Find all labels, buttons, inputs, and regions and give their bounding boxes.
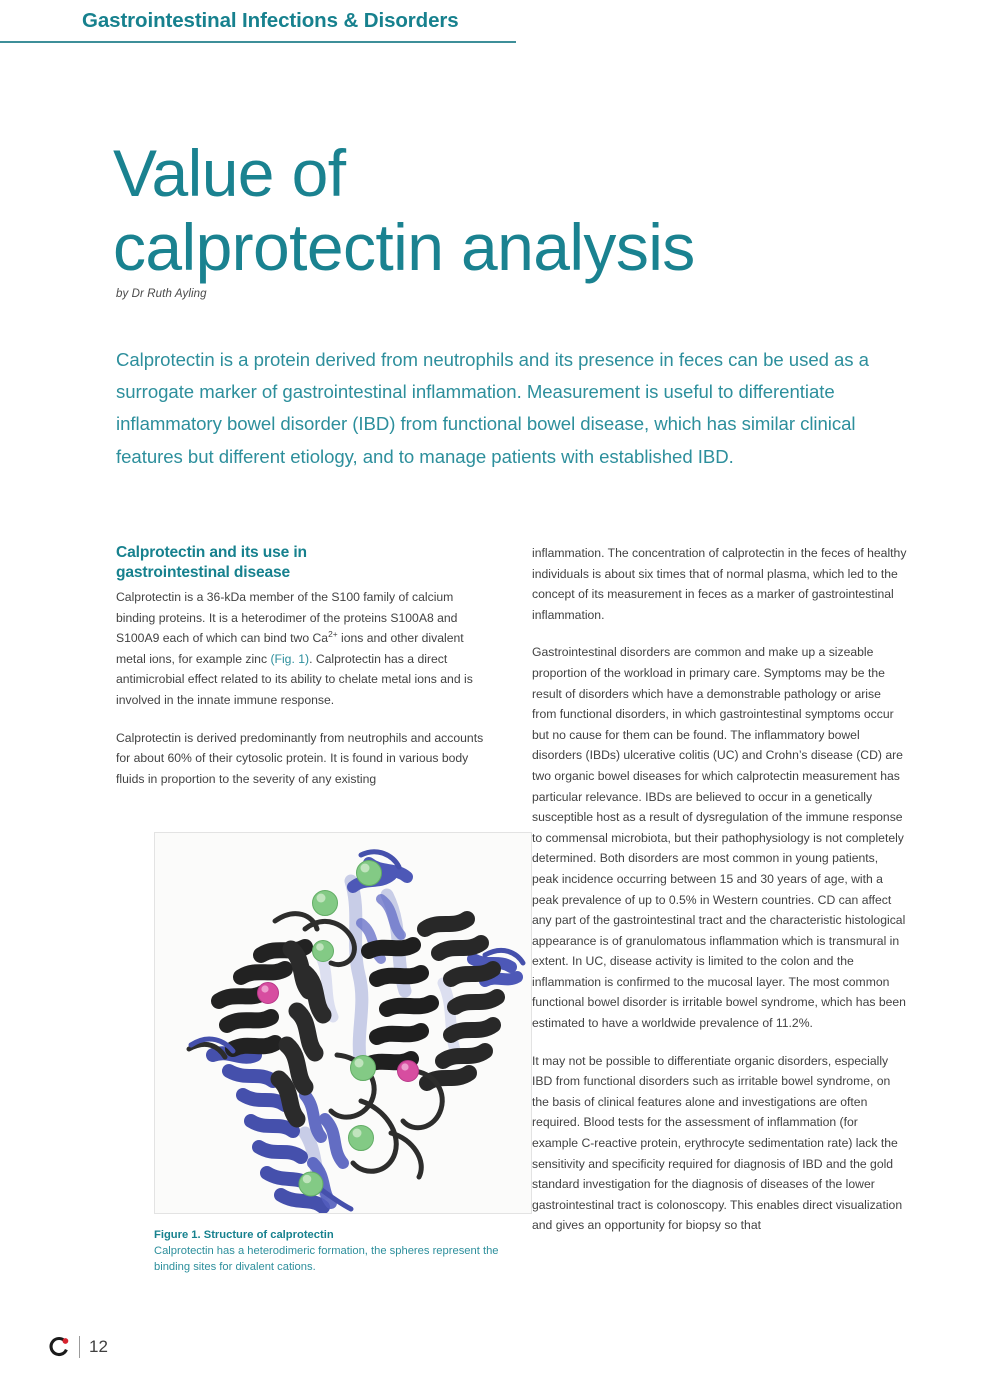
section-heading-line-2: gastrointestinal disease <box>116 563 291 581</box>
footer-divider <box>79 1336 80 1358</box>
standfirst-intro: Calprotectin is a protein derived from neutrophils and its presence in feces can be used as a surrogate marker of gastrointestinal inflammation. Measurement is useful to differentiate inflammatory bowel disorder (IBD) from functional bowel disease, which has similar clinical features but different etiology, and to manage patients with established IBD. <box>116 349 869 467</box>
calprotectin-structure-image <box>154 832 532 1214</box>
left-paragraph-2: Calprotectin is derived predominantly from neutrophils and accounts for about 60% of their cytosolic protein. It is found in various body fluids in proportion to the severity of any existing <box>116 730 484 786</box>
section-heading-line-1: Calprotectin and its use in <box>116 544 307 561</box>
figure-cross-reference-link[interactable]: (Fig. 1) <box>270 651 310 666</box>
figure-1 <box>154 832 532 1276</box>
superscript-charge: 2+ <box>328 629 338 640</box>
page-title-line-2: calprotectin analysis <box>113 210 695 285</box>
left-column <box>116 543 491 789</box>
right-column <box>532 543 907 1236</box>
running-head-rule <box>0 41 516 43</box>
page-footer <box>48 1336 108 1358</box>
running-head <box>0 0 516 43</box>
publisher-c-logo-icon <box>48 1336 70 1358</box>
figure-caption-body: Calprotectin has a heterodimeric formation, the spheres represent the binding sites for divalent cations. <box>154 1245 499 1274</box>
right-paragraph-2: Gastrointestinal disorders are common and make up a sizeable proportion of the workload in primary care. Symptoms may be the result of disorders which have a demonstrable pathology or arise from functional disorders, in which gastrointestinal symptoms occur but no cause for them can be found. The inflammatory bowel disorders (IBDs) ulcerative colitis (UC) and Crohn’s disease (CD) are two organic bowel diseases for which calprotectin measurement has particular relevance. IBDs are believed to occur in a genetically susceptible host as a result of dysregulation of the immune response to commensal microbiota, but their pathophysiology is not completely determined. Both disorders are most common in young patients, peak incidence occurring between 15 and 30 years of age, with a peak prevalence of up to 0.5% in Western countries. CD can affect any part of the gastrointestinal tract and the characteristic histological appearance is of granulomatous inflammation which is transmural in extent. In UC, disease activity is limited to the colon and the inflammation is confirmed to the mucosal layer. The most common functional bowel disorder is irritable bowel syndrome, which has been estimated to have a worldwide prevalence of 11.2%. <box>532 645 906 1031</box>
running-head-title: Gastrointestinal Infections & Disorders <box>82 9 459 32</box>
right-paragraph-3: It may not be possible to differentiate organic disorders, especially IBD from functional disorders such as irritable bowel syndrome, on the basis of clinical features alone and investigations are often required. Blood tests for the assessment of inflammation (for example C-reactive protein, erythrocyte sedimentation rate) lack the sensitivity and specificity required for diagnosis of IBD and the gold standard investigation for the diagnosis of diseases of the lower gastrointestinal tract is colonoscopy. This enables direct visualization and gives an opportunity for biopsy so that <box>532 1053 903 1233</box>
left-para1-part-3: . Calprotectin has a direct antimicrobial effect related to its ability to chelate metal ions and is involved in the innate immune response. <box>116 651 473 707</box>
figure-caption <box>154 1227 526 1276</box>
left-paragraph-1 <box>116 587 491 711</box>
page-number: 12 <box>89 1337 108 1356</box>
right-paragraph-1: inflammation. The concentration of calprotectin in the feces of healthy individuals is about six times that of normal plasma, which led to the concept of its measurement in feces as a marker of gastrointestinal inflammation. <box>532 546 907 622</box>
section-heading <box>116 543 491 582</box>
byline: by Dr Ruth Ayling <box>116 288 207 300</box>
figure-caption-title: Figure 1. Structure of calprotectin <box>154 1229 334 1241</box>
left-para1-part-2: ions and other divalent metal ions, for example zinc <box>116 631 464 666</box>
left-para1-part-1: Calprotectin is a 36-kDa member of the S100 family of calcium binding proteins. It is a heterodimer of the proteins S100A8 and S100A9 each of which can bind two Ca <box>116 590 458 646</box>
page-title <box>113 136 913 284</box>
page-title-line-1: Value of <box>113 136 346 211</box>
